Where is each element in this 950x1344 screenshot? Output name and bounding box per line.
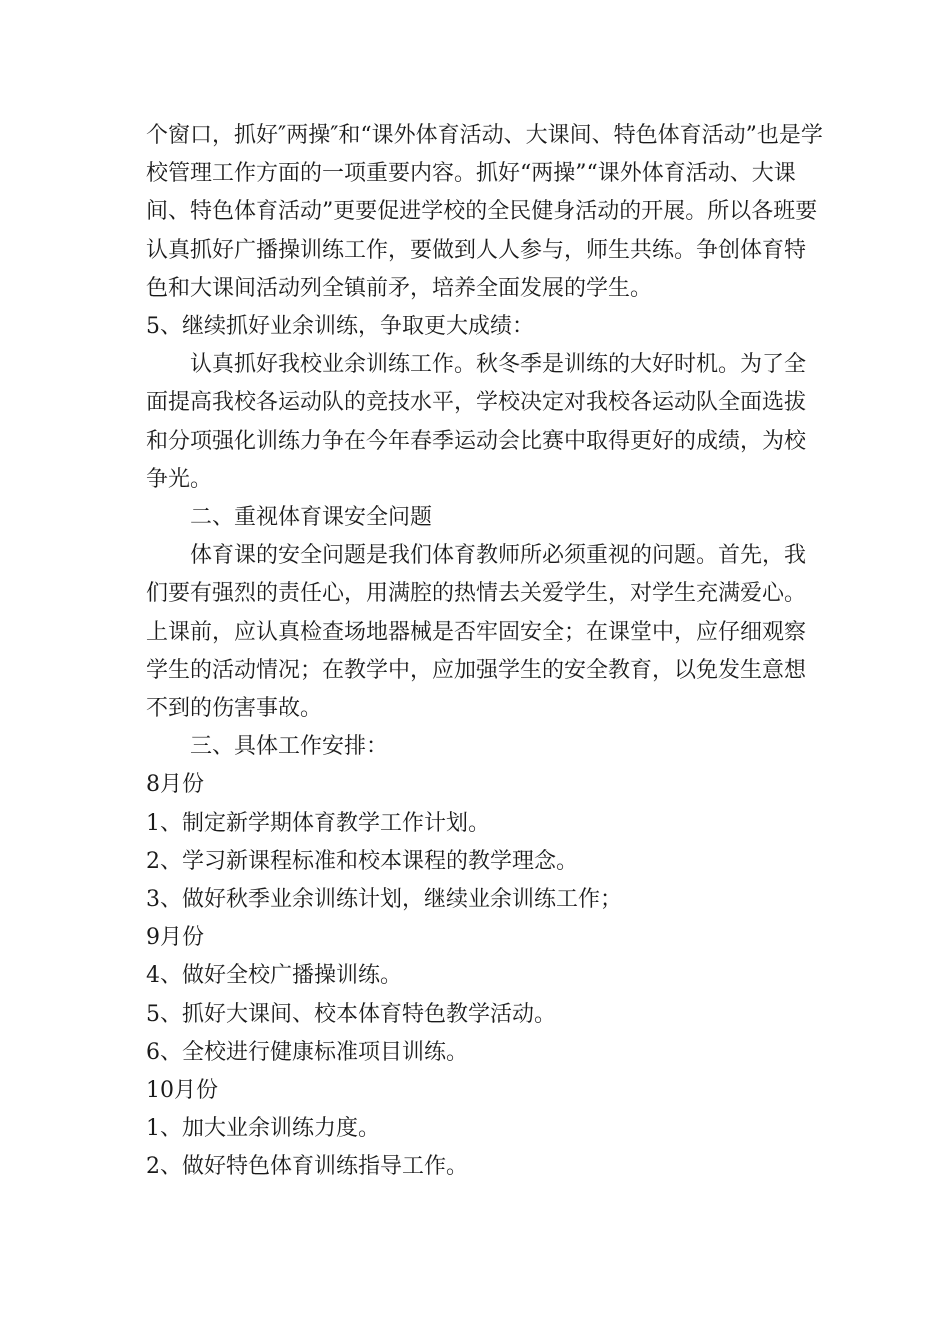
paragraph-continuation: 个窗口，抓好″两操″和“课外体育活动、大课间、特色体育活动”也是学校管理工作方面的一项重要内容。抓好“两操”“课外体育活动、大课间、特色体育活动”更要促进学校的全民健身活动的开展。所以各班要认真抓好广播操训练工作，要做到人人参与，师生共练。争创体育特色和大课间活动列全镇前矛，培养全面发展的学生。 — [146, 123, 823, 301]
list-item: 3、做好秋季业余训练计划，继续业余训练工作； — [146, 887, 622, 913]
month-heading-august: 8月份 — [146, 772, 204, 798]
paragraph-safety: 体育课的安全问题是我们体育教师所必须重视的问题。首先，我们要有强烈的责任心，用满腔的热情去关爱学生，对学生充满爱心。上课前，应认真检查场地器械是否牢固安全；在课堂中，应仔细观察学生的活动情况；在教学中，应加强学生的安全教育，以免发生意想不到的伤害事故。 — [146, 543, 807, 722]
month-heading-october: 10月份 — [146, 1078, 218, 1104]
document-body — [146, 117, 826, 1187]
section-heading-5: 5、继续抓好业余训练，争取更大成绩： — [146, 314, 534, 340]
list-item: 2、做好特色体育训练指导工作。 — [146, 1154, 468, 1180]
list-item: 1、制定新学期体育教学工作计划。 — [146, 810, 490, 836]
list-item: 5、抓好大课间、校本体育特色教学活动。 — [146, 1001, 556, 1027]
list-item: 1、加大业余训练力度。 — [146, 1116, 380, 1142]
list-item: 6、全校进行健康标准项目训练。 — [146, 1039, 468, 1065]
month-heading-september: 9月份 — [146, 925, 204, 951]
list-item: 2、学习新课程标准和校本课程的教学理念。 — [146, 848, 578, 874]
list-item: 4、做好全校广播操训练。 — [146, 963, 402, 989]
paragraph-training: 认真抓好我校业余训练工作。秋冬季是训练的大好时机。为了全面提高我校各运动队的竞技水平，学校决定对我校各运动队全面选拔和分项强化训练力争在今年春季运动会比赛中取得更好的成绩，为校争光。 — [146, 352, 807, 492]
section-heading-2: 二、重视体育课安全问题 — [190, 505, 433, 531]
section-heading-3: 三、具体工作安排： — [190, 734, 389, 760]
